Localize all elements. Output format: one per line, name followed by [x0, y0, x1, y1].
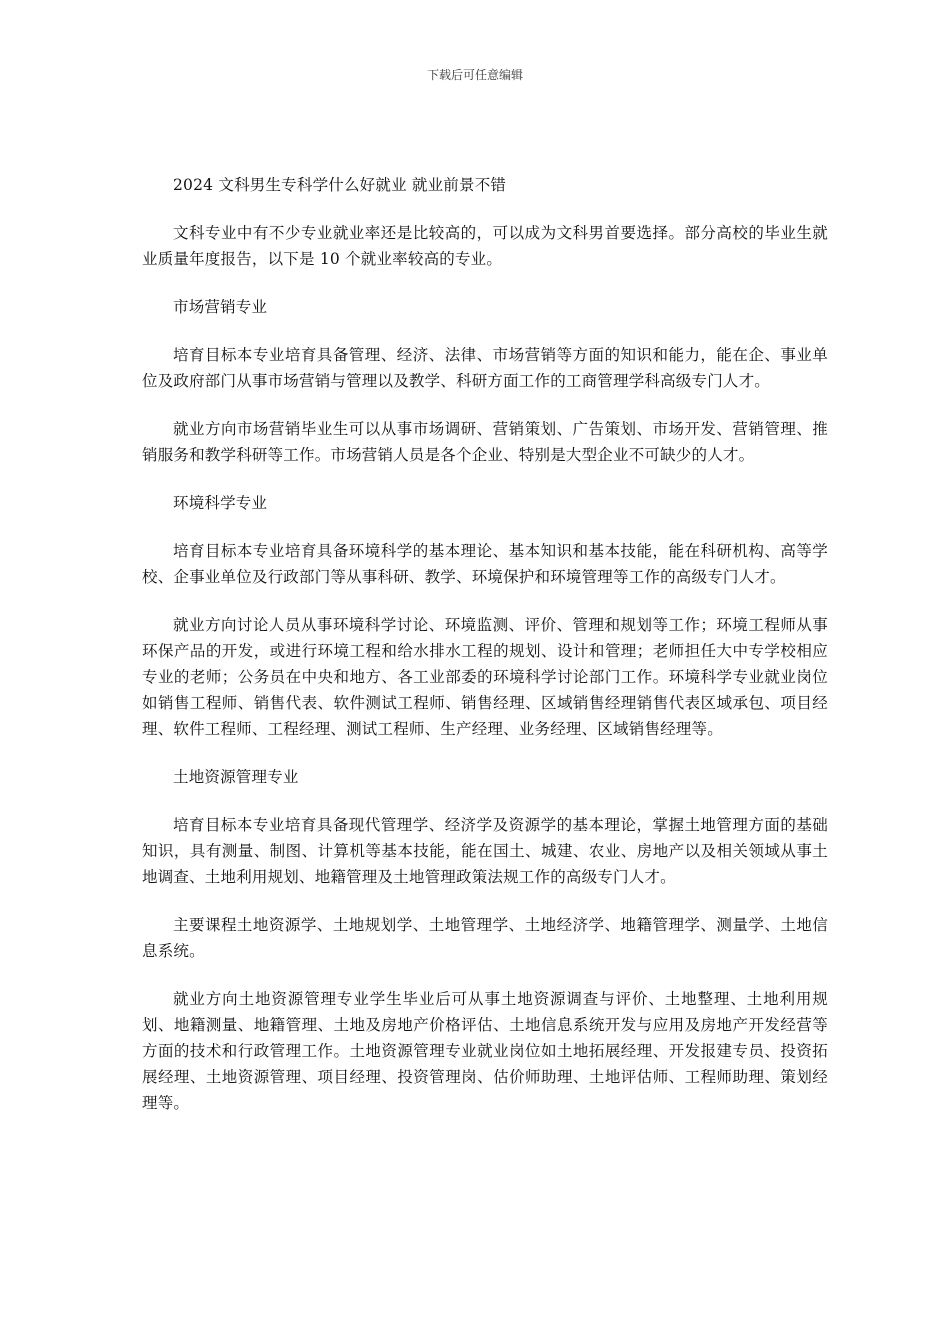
section-heading-marketing: 市场营销专业 — [173, 298, 268, 316]
section-paragraph: 就业方向讨论人员从事环境科学讨论、环境监测、评价、管理和规划等工作；环境工程师从事环保产品的开发，或进行环境工程和给水排水工程的规划、设计和管理；老师担任大中专学校相应专业的老师；公务员在中央和地方、各工业部委的环境科学讨论部门工作。环境科学专业就业岗位如销售工程师、销售代表、软件测试工程师、销售经理、区域销售经理销售代表区域承包、项目经理、软件工程师、工程经理、测试工程师、生产经理、业务经理、区域销售经理等。 — [142, 616, 828, 738]
document-title: 2024 文科男生专科学什么好就业 就业前景不错 — [173, 176, 507, 194]
section-heading-land-resource-management: 土地资源管理专业 — [173, 768, 299, 786]
section-paragraph: 主要课程土地资源学、土地规划学、土地管理学、土地经济学、地籍管理学、测量学、土地信息系统。 — [142, 916, 828, 960]
section-paragraph: 就业方向土地资源管理专业学生毕业后可从事土地资源调查与评价、土地整理、土地利用规划、地籍测量、地籍管理、土地及房地产价格评估、土地信息系统开发与应用及房地产开发经营等方面的技术和行政管理工作。土地资源管理专业就业岗位如土地拓展经理、开发报建专员、投资拓展经理、土地资源管理、项目经理、投资管理岗、估价师助理、土地评估师、工程师助理、策划经理等。 — [142, 990, 828, 1112]
section-paragraph: 培育目标本专业培育具备现代管理学、经济学及资源学的基本理论，掌握土地管理方面的基础知识，具有测量、制图、计算机等基本技能，能在国土、城建、农业、房地产以及相关领域从事土地调查、土地利用规划、地籍管理及土地管理政策法规工作的高级专门人才。 — [142, 816, 828, 886]
section-heading-environmental-science: 环境科学专业 — [173, 494, 268, 512]
section-paragraph: 就业方向市场营销毕业生可以从事市场调研、营销策划、广告策划、市场开发、营销管理、推销服务和教学科研等工作。市场营销人员是各个企业、特别是大型企业不可缺少的人才。 — [142, 420, 828, 464]
document-body — [142, 172, 828, 1138]
section-paragraph: 培育目标本专业培育具备管理、经济、法律、市场营销等方面的知识和能力，能在企、事业单位及政府部门从事市场营销与管理以及教学、科研方面工作的工商管理学科高级专门人才。 — [142, 346, 828, 390]
section-paragraph: 培育目标本专业培育具备环境科学的基本理论、基本知识和基本技能，能在科研机构、高等学校、企事业单位及行政部门等从事科研、教学、环境保护和环境管理等工作的高级专门人才。 — [142, 542, 828, 586]
intro-paragraph: 文科专业中有不少专业就业率还是比较高的，可以成为文科男首要选择。部分高校的毕业生就业质量年度报告，以下是 10 个就业率较高的专业。 — [142, 224, 828, 268]
page-header-note: 下载后可任意编辑 — [426, 68, 523, 82]
